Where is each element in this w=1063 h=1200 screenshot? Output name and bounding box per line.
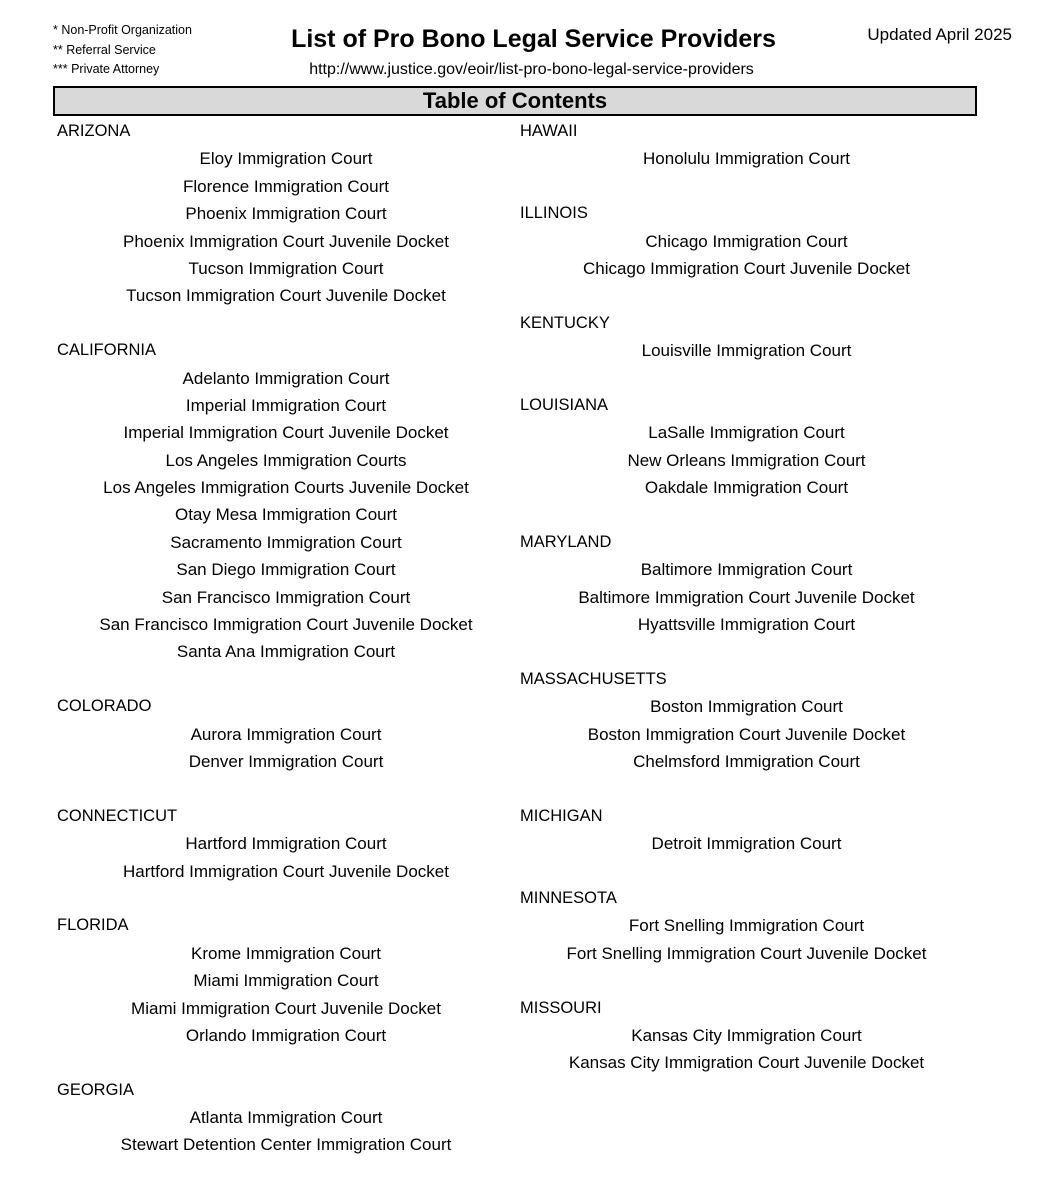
court-link-adelanto-immigration-court[interactable]: Adelanto Immigration Court [182, 368, 390, 388]
court-link-denver-immigration-court[interactable]: Denver Immigration Court [188, 751, 384, 771]
section-spacer [520, 365, 973, 392]
court-link-santa-ana-immigration-court[interactable]: Santa Ana Immigration Court [176, 642, 396, 662]
court-link-krome-immigration-court[interactable]: Krome Immigration Court [191, 943, 381, 963]
court-link-otay-mesa-immigration-court[interactable]: Otay Mesa Immigration Court [174, 505, 397, 525]
court-link-san-diego-immigration-court[interactable]: San Diego Immigration Court [176, 560, 396, 580]
section-spacer [57, 310, 515, 337]
legend-referral: ** Referral Service [53, 42, 156, 57]
state-heading-missouri: MISSOURI [520, 998, 602, 1017]
legend-nonprofit: * Non-Profit Organization [53, 23, 192, 37]
court-link-boston-immigration-court[interactable]: Boston Immigration Court [650, 697, 843, 717]
court-link-kansas-city-immigration-court-juvenile-docket[interactable]: Kansas City Immigration Court Juvenile Docket [568, 1053, 925, 1073]
court-link-atlanta-immigration-court[interactable]: Atlanta Immigration Court [189, 1108, 383, 1128]
state-heading-illinois: ILLINOIS [520, 204, 588, 223]
court-link-tucson-immigration-court-juvenile-docket[interactable]: Tucson Immigration Court Juvenile Docket [126, 286, 446, 306]
section-spacer [520, 858, 973, 885]
section-spacer [57, 1049, 515, 1076]
court-link-hyattsville-immigration-court[interactable]: Hyattsville Immigration Court [637, 615, 856, 635]
court-link-kansas-city-immigration-court[interactable]: Kansas City Immigration Court [631, 1025, 862, 1045]
state-heading-minnesota: MINNESOTA [520, 888, 617, 907]
court-link-sacramento-immigration-court[interactable]: Sacramento Immigration Court [170, 532, 402, 552]
court-link-florence-immigration-court[interactable]: Florence Immigration Court [183, 176, 389, 196]
court-link-baltimore-immigration-court-juvenile-docket[interactable]: Baltimore Immigration Court Juvenile Docket [578, 587, 915, 607]
court-link-miami-immigration-court[interactable]: Miami Immigration Court [193, 971, 379, 991]
court-link-oakdale-immigration-court[interactable]: Oakdale Immigration Court [644, 478, 849, 498]
court-link-phoenix-immigration-court-juvenile-docket[interactable]: Phoenix Immigration Court Juvenile Docket [123, 231, 449, 251]
court-link-boston-immigration-court-juvenile-docket[interactable]: Boston Immigration Court Juvenile Docket [587, 724, 906, 744]
state-heading-michigan: MICHIGAN [520, 806, 603, 825]
court-link-detroit-immigration-court[interactable]: Detroit Immigration Court [651, 834, 842, 854]
court-link-los-angeles-immigration-courts-juvenile-docket[interactable]: Los Angeles Immigration Courts Juvenile Docket [103, 478, 469, 498]
left-column [57, 118, 515, 1159]
court-link-aurora-immigration-court[interactable]: Aurora Immigration Court [190, 724, 382, 744]
court-link-san-francisco-immigration-court-juvenile-docket[interactable]: San Francisco Immigration Court Juvenile Docket [99, 615, 473, 635]
court-link-orlando-immigration-court[interactable]: Orlando Immigration Court [185, 1025, 387, 1045]
court-link-imperial-immigration-court[interactable]: Imperial Immigration Court [185, 395, 387, 415]
legend-private-attorney: *** Private Attorney [53, 62, 160, 76]
court-link-san-francisco-immigration-court[interactable]: San Francisco Immigration Court [161, 587, 411, 607]
court-link-miami-immigration-court-juvenile-docket[interactable]: Miami Immigration Court Juvenile Docket [131, 998, 441, 1018]
court-link-los-angeles-immigration-courts[interactable]: Los Angeles Immigration Courts [165, 450, 407, 470]
section-spacer [520, 967, 973, 994]
state-heading-colorado: COLORADO [57, 697, 152, 716]
section-spacer [57, 666, 515, 693]
section-spacer [520, 638, 973, 665]
court-link-tucson-immigration-court[interactable]: Tucson Immigration Court [188, 258, 384, 278]
court-link-fort-snelling-immigration-court-juvenile-docket[interactable]: Fort Snelling Immigration Court Juvenile Docket [566, 943, 927, 963]
court-link-chelmsford-immigration-court[interactable]: Chelmsford Immigration Court [633, 751, 860, 771]
state-heading-california: CALIFORNIA [57, 341, 157, 360]
court-link-baltimore-immigration-court[interactable]: Baltimore Immigration Court [640, 560, 853, 580]
court-link-imperial-immigration-court-juvenile-docket[interactable]: Imperial Immigration Court Juvenile Docket [123, 423, 449, 443]
source-url[interactable]: http://www.justice.gov/eoir/list-pro-bono-legal-service-providers [309, 61, 754, 78]
state-heading-hawaii: HAWAII [520, 122, 578, 140]
section-spacer [520, 775, 973, 802]
court-link-hartford-immigration-court[interactable]: Hartford Immigration Court [185, 834, 387, 854]
state-heading-massachusetts: MASSACHUSETTS [520, 669, 667, 688]
state-heading-florida: FLORIDA [57, 916, 129, 935]
state-heading-connecticut: CONNECTICUT [57, 806, 178, 825]
court-link-new-orleans-immigration-court[interactable]: New Orleans Immigration Court [627, 450, 866, 470]
court-link-louisville-immigration-court[interactable]: Louisville Immigration Court [641, 341, 852, 361]
court-link-stewart-detention-center-immigration-court[interactable]: Stewart Detention Center Immigration Court [120, 1135, 452, 1155]
section-spacer [57, 885, 515, 912]
section-spacer [520, 501, 973, 528]
court-link-eloy-immigration-court[interactable]: Eloy Immigration Court [199, 149, 373, 169]
court-link-lasalle-immigration-court[interactable]: LaSalle Immigration Court [648, 423, 845, 443]
state-heading-georgia: GEORGIA [57, 1080, 135, 1099]
table-of-contents-heading: Table of Contents [53, 86, 977, 116]
state-heading-kentucky: KENTUCKY [520, 313, 610, 332]
court-link-chicago-immigration-court-juvenile-docket[interactable]: Chicago Immigration Court Juvenile Docket [583, 258, 910, 278]
court-link-phoenix-immigration-court[interactable]: Phoenix Immigration Court [185, 204, 387, 224]
court-link-chicago-immigration-court[interactable]: Chicago Immigration Court [645, 231, 848, 251]
court-link-honolulu-immigration-court[interactable]: Honolulu Immigration Court [643, 149, 850, 169]
section-spacer [57, 775, 515, 802]
state-heading-maryland: MARYLAND [520, 532, 612, 551]
section-spacer [520, 173, 973, 200]
right-column [520, 118, 973, 1077]
state-heading-arizona: ARIZONA [57, 122, 131, 140]
court-link-fort-snelling-immigration-court[interactable]: Fort Snelling Immigration Court [628, 916, 865, 936]
state-heading-louisiana: LOUISIANA [520, 395, 609, 414]
court-link-hartford-immigration-court-juvenile-docket[interactable]: Hartford Immigration Court Juvenile Docket [123, 861, 449, 881]
updated-date: Updated April 2025 [867, 25, 1012, 44]
document-title: List of Pro Bono Legal Service Providers [291, 25, 776, 53]
section-spacer [520, 282, 973, 309]
